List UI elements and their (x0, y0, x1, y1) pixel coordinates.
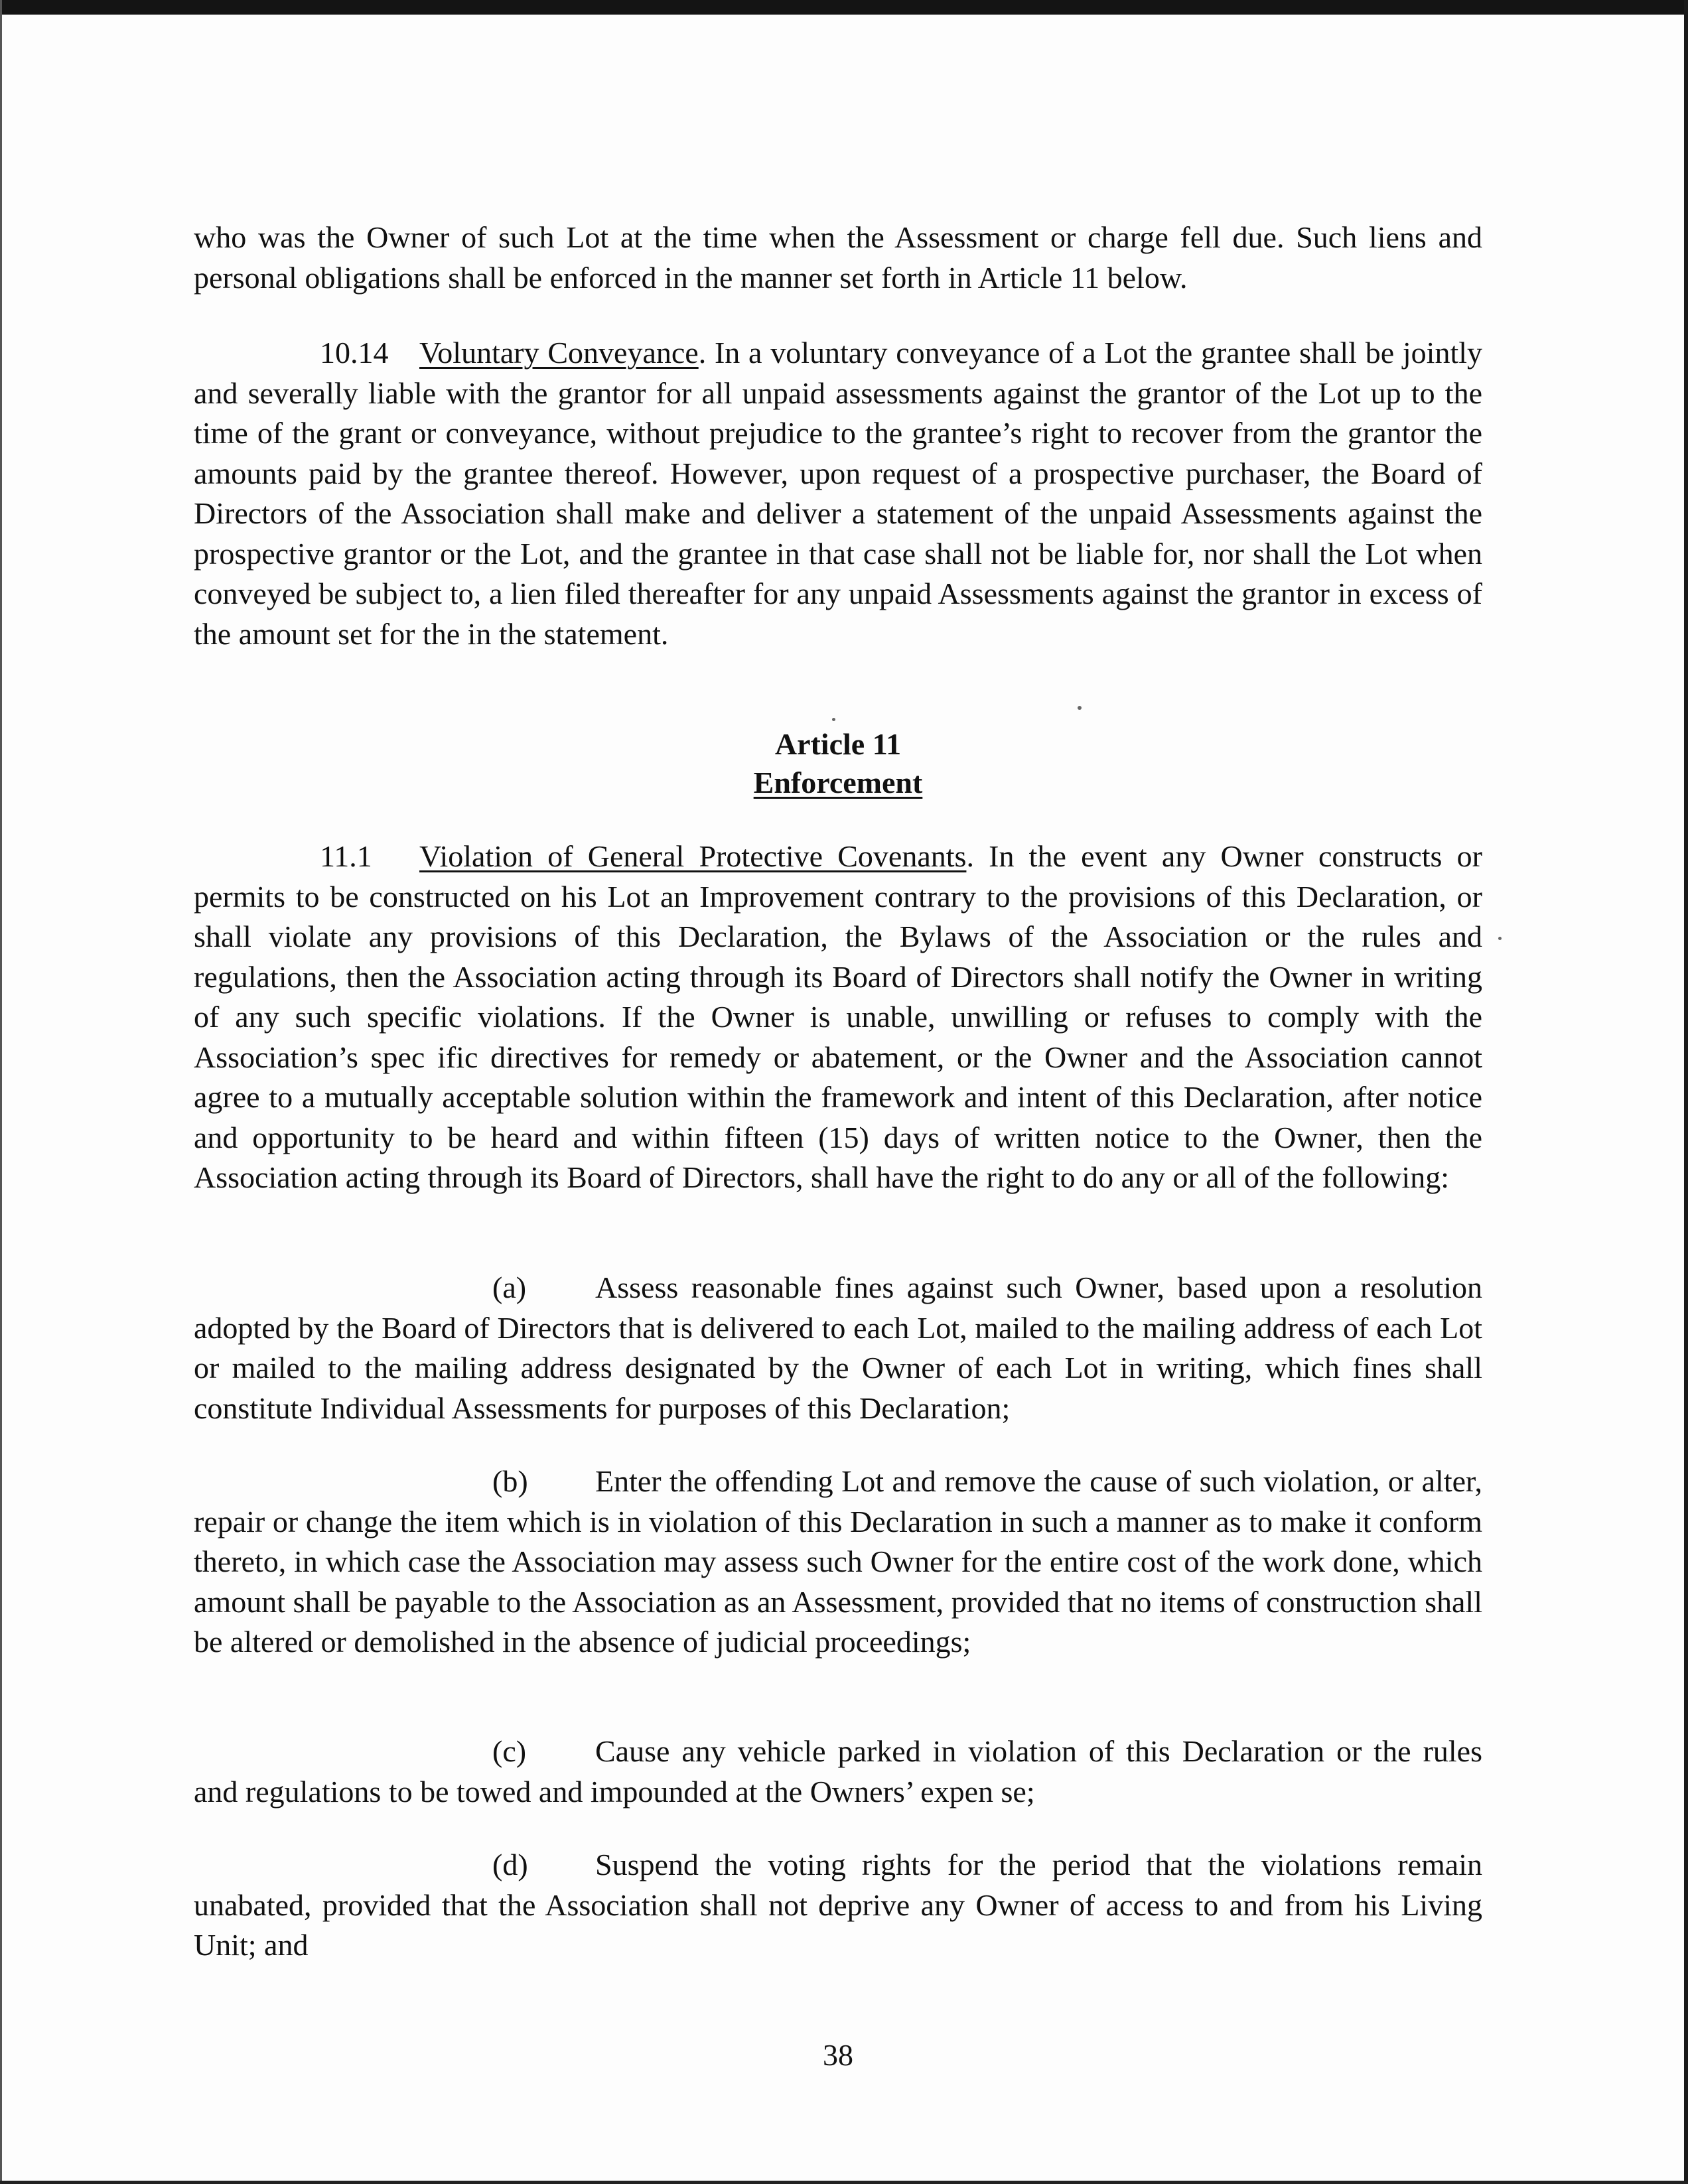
list-item-a (194, 1268, 1482, 1428)
section-11-1 (194, 837, 1482, 1198)
continuation-text: who was the Owner of such Lot at the time when the Assessment or charge fell due. Such liens and personal obligations shall be enforced in the manner set forth in Article 11 below. (194, 220, 1482, 295)
section-10-14 (194, 333, 1482, 654)
article-title (194, 763, 1482, 803)
list-item-paragraph (194, 1732, 1482, 1812)
list-item-label: (d) (492, 1848, 528, 1881)
scan-speck (1078, 706, 1082, 710)
list-item-paragraph (194, 1268, 1482, 1428)
list-item-text: Suspend the voting rights for the period that the violations remain unabated, provided that the Association shall not deprive any Owner of access to and from his Living Unit; and (194, 1848, 1482, 1962)
article-title-text: Enforcement (753, 766, 923, 799)
list-item-text: Enter the offending Lot and remove the cause of such violation, or alter, repair or change the item which is in violation of this Declaration in such a manner as to make it conform thereto, in which case the Association may assess such Owner for the entire cost of the work done, which amount shall be payable to the Association as an Assessment, provided that no items of construction shall be altered or demolished in the absence of judicial proceedings; (194, 1464, 1482, 1659)
scan-border-left (0, 0, 2, 2184)
section-title: Voluntary Conveyance (419, 336, 699, 370)
section-11-1-paragraph (194, 837, 1482, 1198)
list-item-c (194, 1732, 1482, 1812)
list-item-text: Assess reasonable fines against such Owner, based upon a resolution adopted by the Board of Directors that is delivered to each Lot, mailed to the mailing address of each Lot or mailed to the mailing address designated by the Owner of each Lot in writing, which fines shall constitute Individual Assessments for purposes of this Declaration; (194, 1270, 1482, 1425)
section-10-14-paragraph (194, 333, 1482, 654)
scan-border-right (1684, 0, 1688, 2184)
section-number: 10.14 (320, 336, 389, 370)
article-number (194, 724, 1482, 764)
list-item-label: (b) (492, 1464, 528, 1498)
continuation-paragraph (194, 218, 1482, 298)
scan-speck (832, 718, 835, 721)
list-item-d (194, 1845, 1482, 1966)
list-item-b (194, 1462, 1482, 1663)
page-number: 38 (823, 2038, 853, 2072)
section-title: Violation of General Protective Covenants (419, 839, 967, 873)
list-item-label: (a) (492, 1270, 527, 1304)
list-item-paragraph (194, 1845, 1482, 1966)
scan-speck (1498, 937, 1502, 940)
section-body: . In the event any Owner constructs or permits to be constructed on his Lot an Improvement contrary to the provisions of this Declaration, or shall violate any provisions of this Declaration, the Bylaws of the Association or the rules and regulations, then the Association acting through its Board of Directors shall notify the Owner in writing of any such specific violations. If the Owner is unable, unwilling or refuses to comply with the Association’s spec ific directives for remedy or abatement, or the Owner and the Association cannot agree to a mutually acceptable solution within the framework and intent of this Declaration, after notice and opportunity to be heard and within fifteen (15) days of written notice to the Owner, then the Association acting through its Board of Directors, shall have the right to do any or all of the following: (194, 839, 1482, 1194)
list-item-label: (c) (492, 1734, 527, 1768)
list-item-paragraph (194, 1462, 1482, 1663)
article-number-text: Article 11 (774, 727, 902, 761)
scan-border-top (0, 0, 1688, 15)
section-number: 11.1 (320, 839, 372, 873)
list-item-text: Cause any vehicle parked in violation of this Declaration or the rules and regulations to be towed and impounded at the Owners’ expen se; (194, 1734, 1482, 1809)
scan-border-bottom (0, 2181, 1688, 2184)
section-body: . In a voluntary conveyance of a Lot the grantee shall be jointly and severally liable with the grantor for all unpaid assessments against the grantor of the Lot up to the time of the grant or conveyance, without prejudice to the grantee’s right to recover from the grantor the amounts paid by the grantee thereof. However, upon request of a prospective purchaser, the Board of Directors of the Association shall make and deliver a statement of the unpaid Assessments against the prospective grantor or the Lot, and the grantee in that case shall not be liable for, nor shall the Lot when conveyed be subject to, a lien filed thereafter for any unpaid Assessments against the grantor in excess of the amount set for the in the statement. (194, 336, 1482, 651)
